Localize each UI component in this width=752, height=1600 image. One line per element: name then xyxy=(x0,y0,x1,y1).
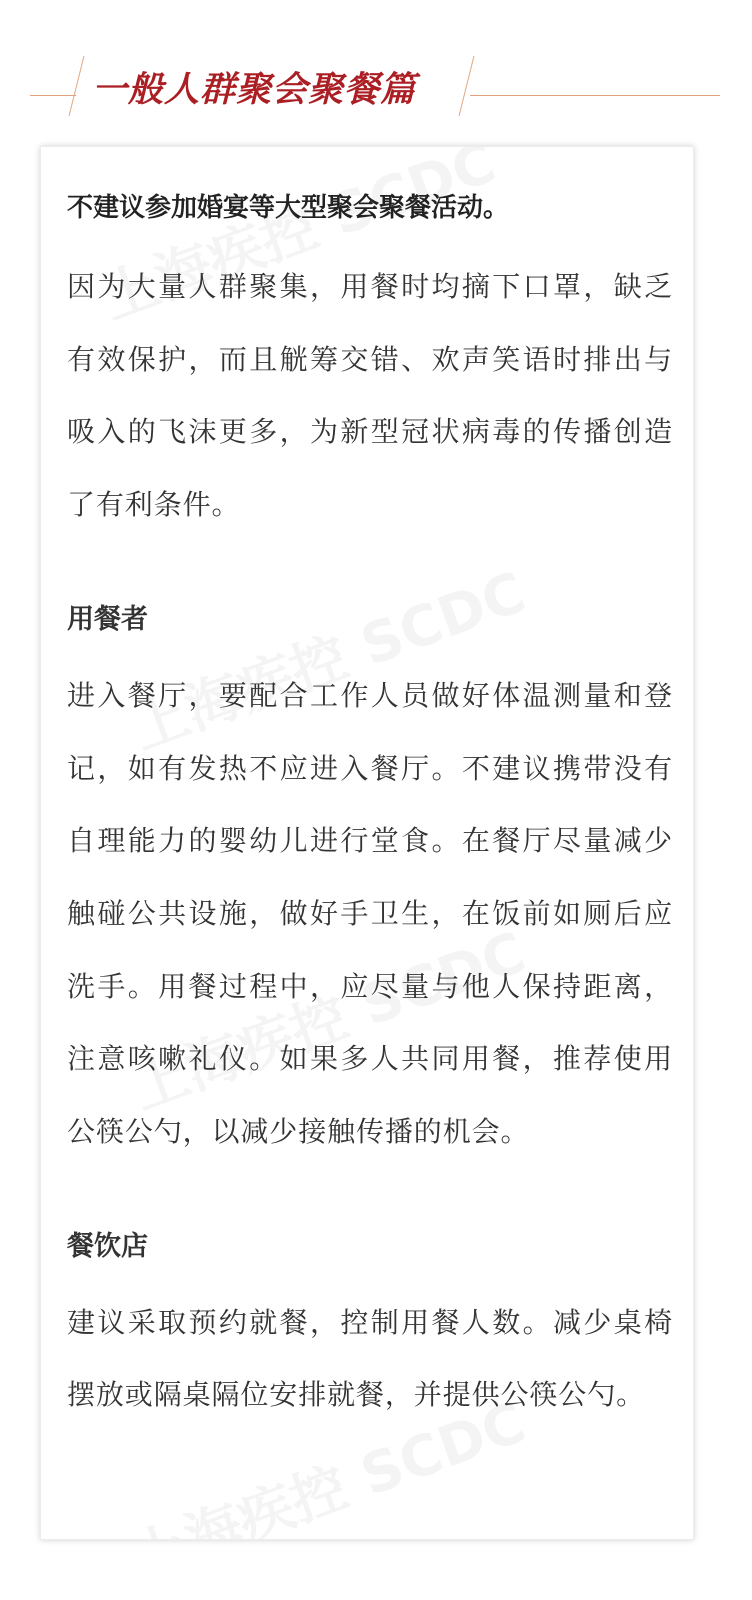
header-rule-left xyxy=(30,95,76,96)
section-title-diners: 用餐者 xyxy=(67,603,148,635)
card-content xyxy=(67,189,673,1432)
section-body-restaurants: 建议采取预约就餐，控制用餐人数。减少桌椅摆放或隔桌隔位安排就餐，并提供公筷公勺。 xyxy=(67,1305,673,1412)
intro-paragraph: 因为大量人群聚集，用餐时均摘下口罩，缺乏有效保护，而且觥筹交错、欢声笑语时排出与吸入的飞沫更多，为新型冠状病毒的传播创造了有利条件。 xyxy=(67,270,673,522)
section-restaurants xyxy=(67,1227,673,1432)
header-rule-right xyxy=(470,95,720,96)
page-title: 一般人群聚会聚餐篇 xyxy=(92,70,417,110)
header-slash-right xyxy=(459,56,475,116)
section-title-restaurants: 餐饮店 xyxy=(67,1230,148,1262)
section-body-diners: 进入餐厅，要配合工作人员做好体温测量和登记，如有发热不应进入餐厅。不建议携带没有自理能力的婴幼儿进行堂食。在餐厅尽量减少触碰公共设施，做好手卫生，在饭前如厕后应洗手。用餐过程中，应尽量与他人保持距离，注意咳嗽礼仪。如果多人共同用餐，推荐使用公筷公勺，以减少接触传播的机会。 xyxy=(67,678,673,1149)
content-card xyxy=(40,146,694,1540)
header-slash-left xyxy=(69,56,85,116)
intro-block xyxy=(67,189,673,542)
lead-text: 不建议参加婚宴等大型聚会聚餐活动。 xyxy=(67,193,510,223)
section-header xyxy=(0,48,752,118)
section-diners xyxy=(67,600,673,1169)
